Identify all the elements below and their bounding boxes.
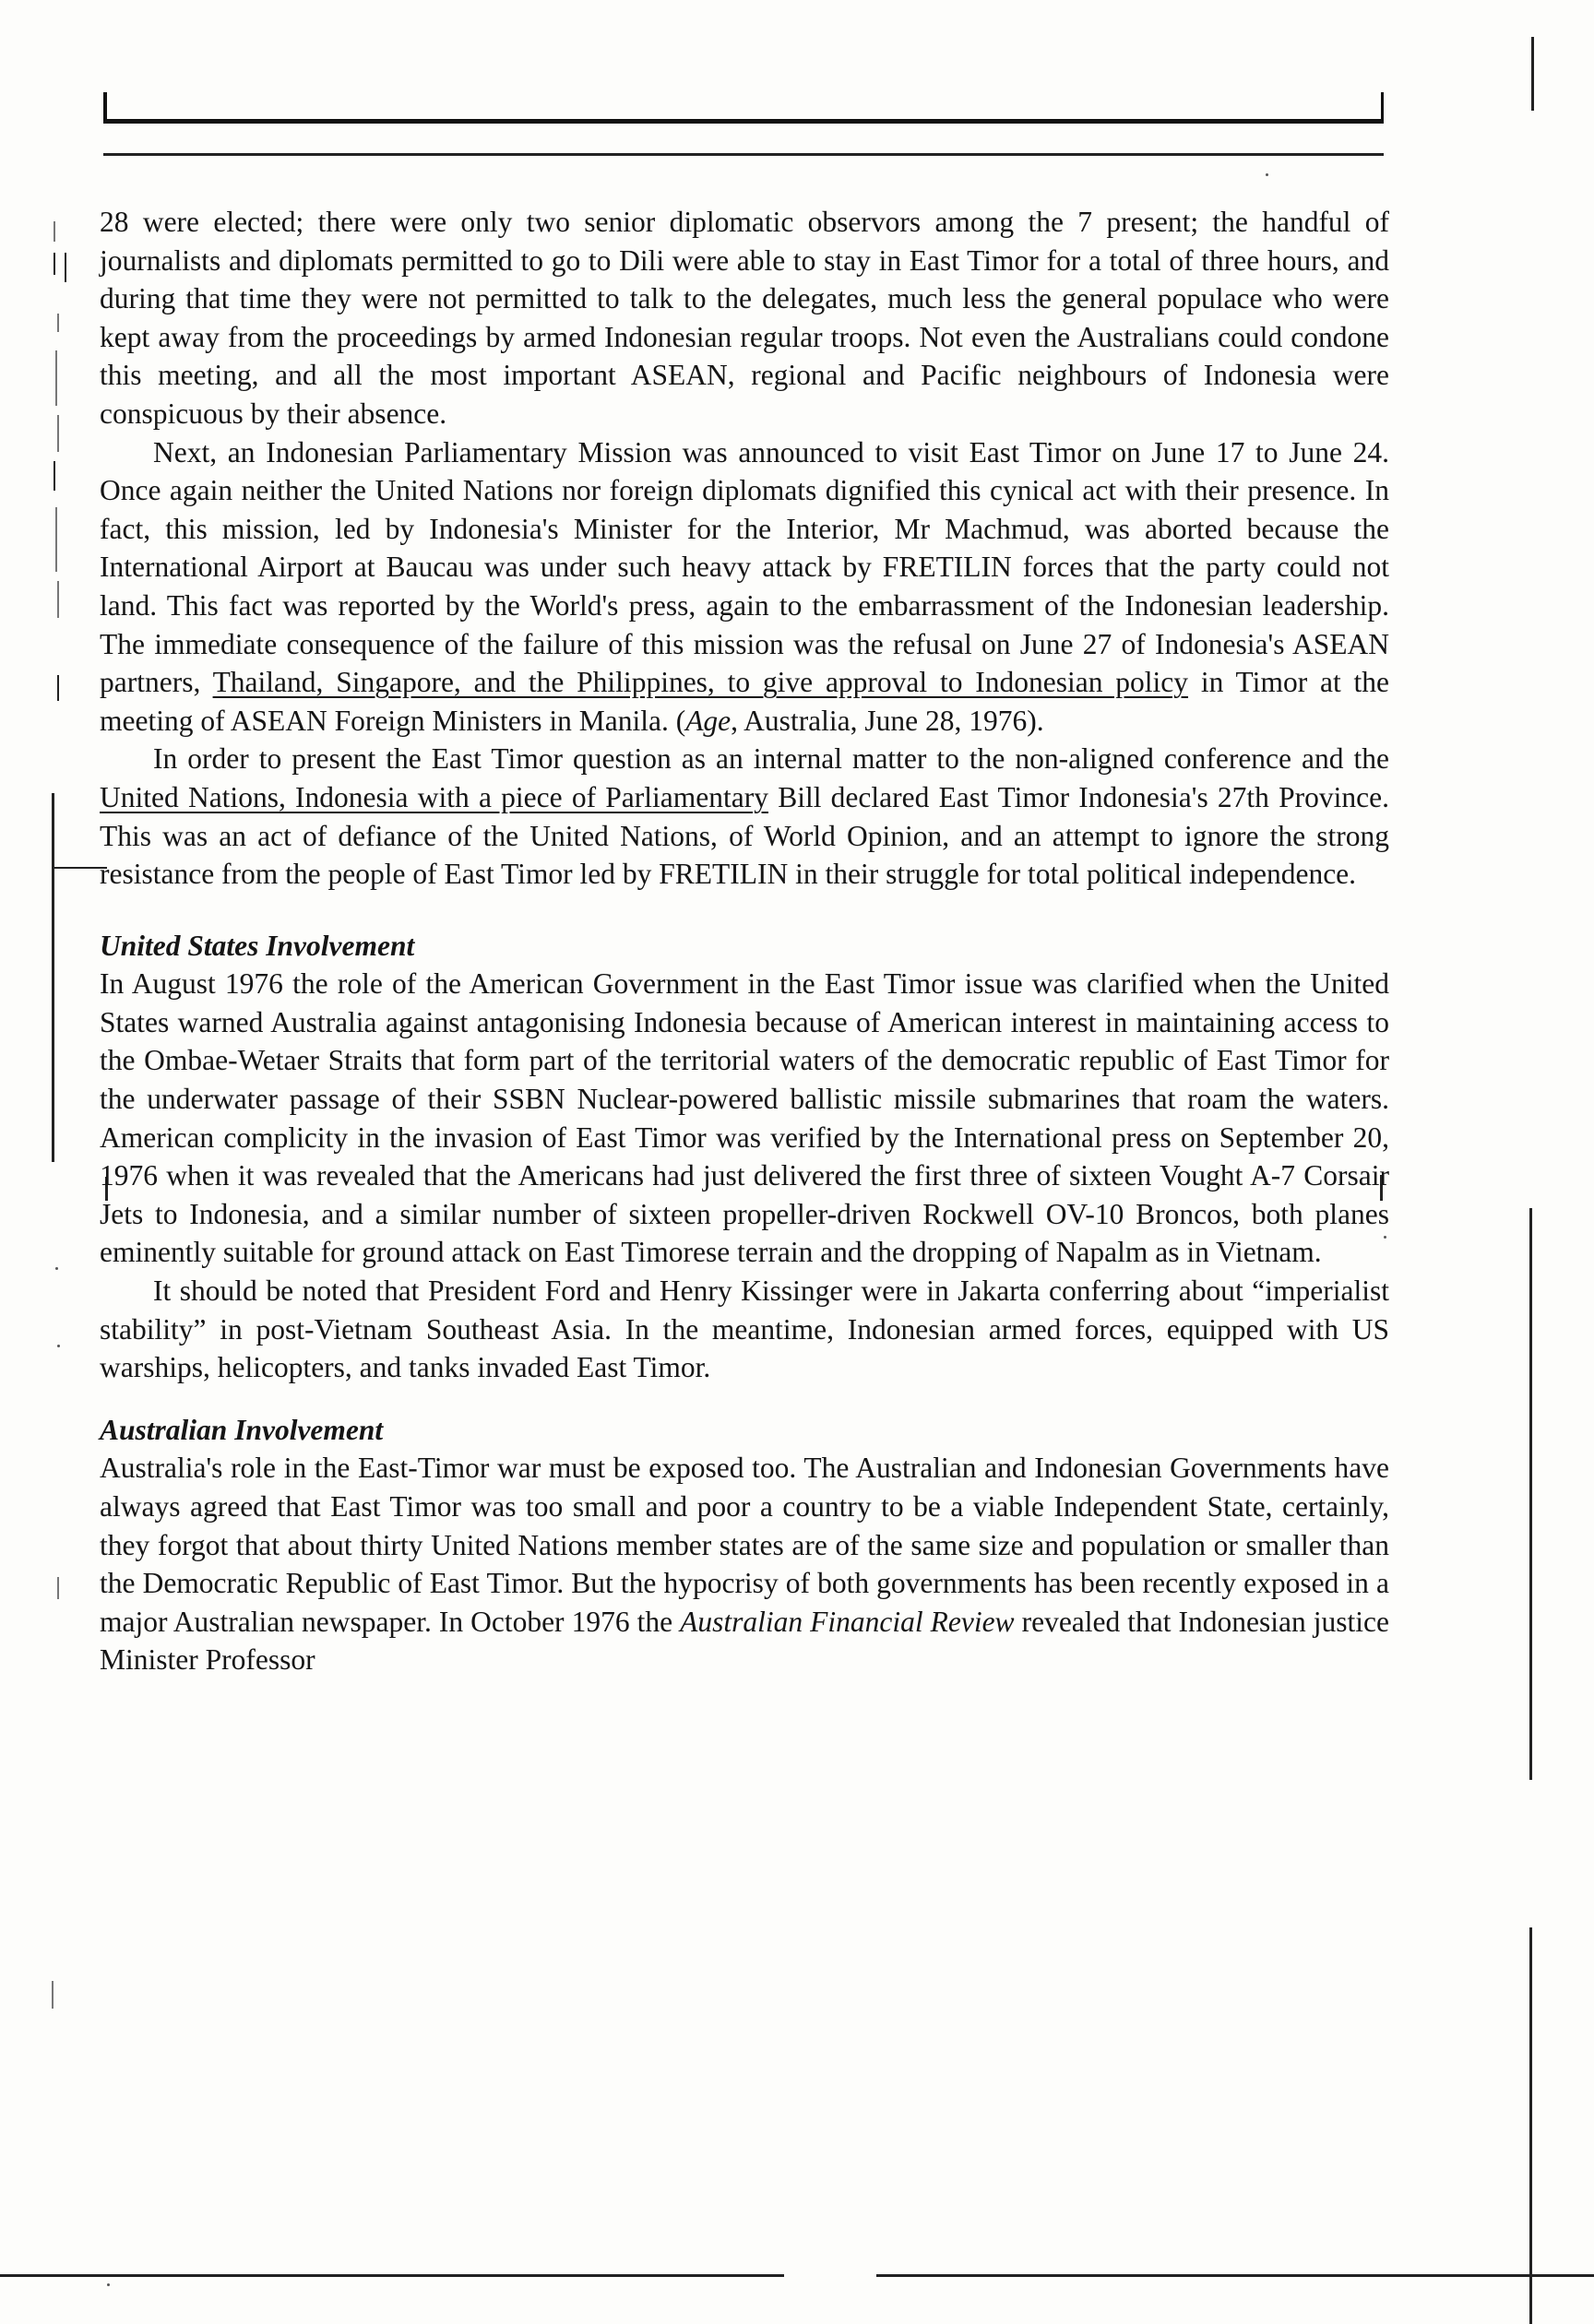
page-body: [100, 203, 1389, 1679]
paragraph-3-text: In order to present the East Timor question as an internal matter to the non-aligned conference and the: [153, 742, 1389, 776]
australia-paragraph-text: Australia's role in the East-Timor war must be exposed too. The Australian and Indonesian Governments have always agreed that East Timor was too small and poor a country to be a viable Independent State, certainly, they forgot that about thirty United Nations member states are of the same size and population or smaller than the Democratic Republic of East Timor. But the hypocrisy of both governments has been recently exposed in a major Australian newspaper. In October 1976 the: [100, 1452, 1389, 1638]
paragraph-2: [100, 433, 1389, 741]
publication-name: Australian Financial Review: [680, 1605, 1015, 1638]
underlined-passage: United Nations, Indonesia with a piece of Parliamentary: [100, 780, 768, 813]
margin-mark: [57, 675, 59, 701]
underlined-passage: Thailand, Singapore, and the Philippines, to give approval to Indonesian policy: [212, 666, 1189, 699]
us-paragraph-1: In August 1976 the role of the American Government in the East Timor issue was clarified when the United States warned Australia against antagonising Indonesia because of American interest in maintaining access to the Ombae-Wetaer Straits that form part of the territorial waters of the democratic republic of East Timor for the underwater passage of their SSBN Nuclear-powered ballistic missile submarines that roam the waters. American complicity in the invasion of East Timor was verified by the International press on September 20, 1976 when it was revealed that the Americans had just delivered the first three of sixteen Vought A-7 Corsair Jets to Indonesia, and a similar number of sixteen propeller-driven Rockwell OV-10 Broncos, both planes eminently suitable for ground attack on East Timorese terrain and the dropping of Napalm as in Vietnam.: [100, 967, 1389, 1269]
header-bracket-rule: [103, 92, 1384, 124]
paragraph-2-text: Next, an Indonesian Parliamentary Mission was announced to visit East Timor on June 17 to June 24. Once again neither the United Nations nor foreign diplomats dignified this cynical act with their presence. In fact, this mission, led by Indonesia's Minister for the Interior, Mr Machmud, was aborted because the International Airport at Baucau was under such heavy attack by FRETILIN forces that the party could not land. This fact was reported by the World's press, again to the embarrassment of the Indonesian leadership. The immediate consequence of the failure of this mission was the refusal on June 27 of Indonesia's ASEAN partners,: [100, 435, 1389, 699]
margin-dot: [107, 2283, 110, 2286]
paragraph-1: 28 were elected; there were only two senior diplomatic observors among the 7 present; the handful of journalists and diplomats permitted to go to Dili were able to stay in East Timor for a total of three hours, and during that time they were not permitted to talk to the delegates, much less the general populace who were kept away from the proceedings by armed Indonesian regular troops. Not even the Australians could condone this meeting, and all the most important ASEAN, regional and Pacific neighbours of Indonesia were conspicuous by their absence.: [100, 206, 1389, 430]
margin-mark: [52, 1981, 54, 2009]
margin-mark: [65, 253, 66, 282]
paragraph-3-text-continued: Bill declared East Timor Indonesia's 27th Province. This was an act of defiance of the United Nations, of World Opinion, and an attempt to ignore the strong resistance from the people of East Timor led by FRETILIN in their struggle for total political independence.: [100, 780, 1389, 891]
paragraph-3: [100, 740, 1389, 893]
source-citation: Age: [685, 704, 732, 737]
margin-mark: [54, 253, 55, 275]
margin-mark: [52, 793, 54, 1162]
australia-paragraph-1: [100, 1449, 1389, 1679]
australia-paragraph-text-end: revealed that Indonesian justice Minister Professor: [100, 1605, 1389, 1677]
margin-mark: [55, 507, 57, 572]
margin-mark: [1529, 1927, 1532, 2324]
margin-mark: [1529, 1208, 1532, 1780]
paragraph-2-text-end: , Australia, June 28, 1976).: [731, 704, 1044, 737]
footer-rule-right: [876, 2274, 1594, 2277]
margin-dot: [55, 1267, 58, 1270]
margin-mark: [54, 221, 55, 242]
margin-mark: [57, 1577, 59, 1599]
footer-rule-left: [0, 2274, 784, 2277]
margin-mark: [57, 415, 59, 452]
section-heading-us: United States Involvement: [100, 929, 415, 962]
header-rule: [103, 153, 1384, 156]
section-heading-australia: Australian Involvement: [100, 1413, 384, 1446]
us-paragraph-2: It should be noted that President Ford and Henry Kissinger were in Jakarta conferring about “imperialist stability” in post-Vietnam Southeast Asia. In the meantime, Indonesian armed forces, equipped with US warships, helicopters, and tanks invaded East Timor.: [100, 1275, 1389, 1384]
margin-mark: [57, 314, 59, 332]
margin-mark: [57, 581, 59, 618]
margin-mark: [1531, 37, 1534, 111]
margin-dot: [57, 1345, 60, 1347]
margin-mark: [55, 350, 57, 406]
margin-dot: [1266, 173, 1268, 176]
margin-mark: [52, 867, 107, 869]
paragraph-2-text-continued: in Timor at the meeting of ASEAN Foreign Ministers in Manila. (: [100, 666, 1389, 737]
margin-mark: [54, 461, 55, 491]
